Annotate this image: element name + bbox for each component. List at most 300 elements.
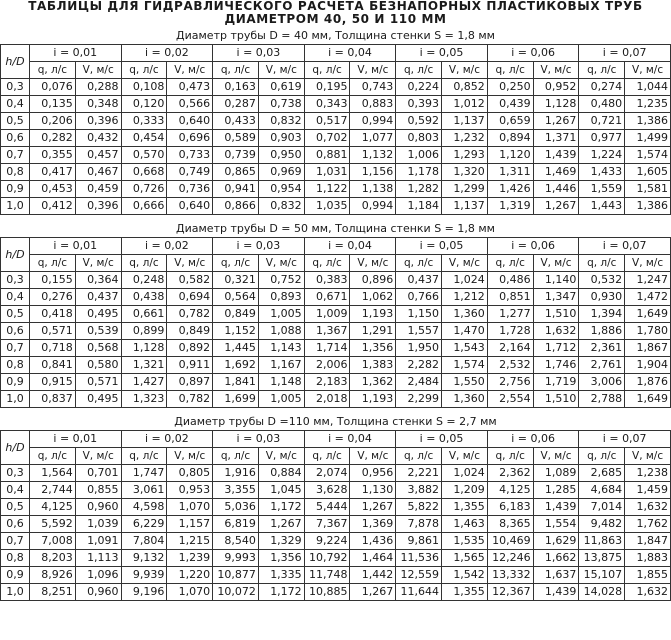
hd-value: 0,6 [1, 130, 30, 147]
hd-value: 0,8 [1, 550, 30, 567]
flow-value: 6,229 [121, 516, 167, 533]
flow-value: 3,061 [121, 482, 167, 499]
velocity-value: 1,637 [533, 567, 579, 584]
flow-value: 0,438 [121, 289, 167, 306]
flow-value: 2,362 [487, 465, 533, 482]
table-caption: Диаметр трубы D = 40 мм, Толщина стенки S = 1,8 мм [176, 29, 495, 42]
velocity-header: V, м/с [350, 255, 396, 272]
velocity-value: 0,696 [167, 130, 213, 147]
velocity-value: 1,369 [350, 516, 396, 533]
velocity-value: 1,113 [75, 550, 121, 567]
velocity-value: 1,565 [442, 550, 488, 567]
hd-value: 0,4 [1, 482, 30, 499]
table-row [1, 198, 671, 215]
velocity-value: 1,436 [350, 533, 396, 550]
flow-value: 2,183 [304, 374, 350, 391]
flow-value: 0,899 [121, 323, 167, 340]
flow-value: 0,915 [30, 374, 76, 391]
flow-value: 14,028 [579, 584, 625, 601]
velocity-value: 1,867 [625, 340, 671, 357]
velocity-value: 1,285 [533, 482, 579, 499]
velocity-header: V, м/с [167, 448, 213, 465]
hd-value: 0,3 [1, 272, 30, 289]
flow-value: 4,125 [30, 499, 76, 516]
flow-header: q, л/с [30, 448, 76, 465]
hd-header: h/D [1, 45, 30, 79]
flow-value: 0,564 [213, 289, 259, 306]
velocity-value: 1,024 [442, 465, 488, 482]
table-row [1, 550, 671, 567]
velocity-value: 1,876 [625, 374, 671, 391]
hd-value: 1,0 [1, 391, 30, 408]
velocity-value: 1,386 [625, 113, 671, 130]
flow-header: q, л/с [30, 62, 76, 79]
velocity-value: 1,138 [350, 181, 396, 198]
table-row [1, 96, 671, 113]
velocity-value: 1,143 [258, 340, 304, 357]
flow-header: q, л/с [213, 255, 259, 272]
velocity-value: 0,568 [75, 340, 121, 357]
velocity-value: 1,510 [533, 391, 579, 408]
velocity-value: 1,360 [442, 391, 488, 408]
flow-value: 1,152 [213, 323, 259, 340]
slope-header: i = 0,02 [121, 431, 213, 448]
velocity-value: 0,960 [75, 584, 121, 601]
velocity-value: 1,605 [625, 164, 671, 181]
velocity-value: 1,077 [350, 130, 396, 147]
velocity-value: 1,649 [625, 391, 671, 408]
table-row [1, 113, 671, 130]
flow-value: 6,819 [213, 516, 259, 533]
velocity-value: 0,953 [167, 482, 213, 499]
velocity-value: 0,437 [75, 289, 121, 306]
velocity-value: 1,459 [625, 482, 671, 499]
velocity-value: 1,045 [258, 482, 304, 499]
velocity-header: V, м/с [533, 255, 579, 272]
velocity-value: 0,752 [258, 272, 304, 289]
velocity-header: V, м/с [442, 255, 488, 272]
velocity-value: 1,780 [625, 323, 671, 340]
velocity-value: 1,386 [625, 198, 671, 215]
flow-value: 2,074 [304, 465, 350, 482]
velocity-value: 0,571 [75, 374, 121, 391]
velocity-value: 1,267 [258, 516, 304, 533]
velocity-header: V, м/с [258, 448, 304, 465]
slope-header: i = 0,04 [304, 431, 396, 448]
velocity-header: V, м/с [75, 448, 121, 465]
flow-value: 0,865 [213, 164, 259, 181]
velocity-value: 1,209 [442, 482, 488, 499]
flow-value: 0,383 [304, 272, 350, 289]
flow-value: 2,761 [579, 357, 625, 374]
flow-value: 1,564 [30, 465, 76, 482]
velocity-value: 1,293 [442, 147, 488, 164]
flow-value: 11,644 [396, 584, 442, 601]
flow-value: 1,277 [487, 306, 533, 323]
tables-container [0, 26, 671, 601]
flow-value: 0,881 [304, 147, 350, 164]
velocity-value: 0,640 [167, 198, 213, 215]
velocity-value: 1,662 [533, 550, 579, 567]
velocity-value: 1,356 [350, 340, 396, 357]
flow-value: 1,557 [396, 323, 442, 340]
flow-value: 8,251 [30, 584, 76, 601]
velocity-value: 0,582 [167, 272, 213, 289]
velocity-value: 1,629 [533, 533, 579, 550]
flow-value: 2,788 [579, 391, 625, 408]
header-row-slopes [1, 45, 671, 62]
flow-value: 1,394 [579, 306, 625, 323]
flow-value: 2,221 [396, 465, 442, 482]
flow-header: q, л/с [304, 62, 350, 79]
table-caption: Диаметр трубы D =110 мм, Толщина стенки S = 2,7 мм [174, 415, 497, 428]
velocity-header: V, м/с [75, 255, 121, 272]
flow-value: 15,107 [579, 567, 625, 584]
slope-header: i = 0,07 [579, 431, 671, 448]
velocity-value: 0,288 [75, 79, 121, 96]
header-row-units [1, 255, 671, 272]
velocity-value: 0,396 [75, 198, 121, 215]
velocity-value: 0,969 [258, 164, 304, 181]
flow-value: 0,282 [30, 130, 76, 147]
velocity-value: 1,137 [442, 198, 488, 215]
velocity-value: 0,701 [75, 465, 121, 482]
flow-value: 0,866 [213, 198, 259, 215]
velocity-value: 0,832 [258, 198, 304, 215]
velocity-value: 0,459 [75, 181, 121, 198]
velocity-value: 0,749 [167, 164, 213, 181]
flow-value: 0,837 [30, 391, 76, 408]
flow-header: q, л/с [121, 62, 167, 79]
table-row [1, 516, 671, 533]
velocity-value: 1,329 [258, 533, 304, 550]
flow-value: 1,321 [121, 357, 167, 374]
table-row [1, 130, 671, 147]
table-row [1, 465, 671, 482]
flow-value: 7,804 [121, 533, 167, 550]
velocity-value: 0,897 [167, 374, 213, 391]
flow-value: 1,559 [579, 181, 625, 198]
flow-value: 1,714 [304, 340, 350, 357]
table-row [1, 482, 671, 499]
flow-value: 10,792 [304, 550, 350, 567]
velocity-value: 0,733 [167, 147, 213, 164]
velocity-value: 0,743 [350, 79, 396, 96]
flow-value: 0,454 [121, 130, 167, 147]
velocity-header: V, м/с [258, 255, 304, 272]
velocity-value: 1,499 [625, 130, 671, 147]
header-row-units [1, 62, 671, 79]
hd-value: 0,6 [1, 323, 30, 340]
velocity-value: 1,212 [442, 289, 488, 306]
hd-value: 0,9 [1, 374, 30, 391]
velocity-value: 1,632 [625, 584, 671, 601]
slope-header: i = 0,03 [213, 431, 305, 448]
velocity-value: 1,446 [533, 181, 579, 198]
flow-value: 0,195 [304, 79, 350, 96]
flow-value: 1,427 [121, 374, 167, 391]
velocity-value: 1,510 [533, 306, 579, 323]
velocity-value: 0,805 [167, 465, 213, 482]
velocity-value: 0,884 [258, 465, 304, 482]
flow-value: 8,540 [213, 533, 259, 550]
flow-value: 1,122 [304, 181, 350, 198]
velocity-value: 1,632 [533, 323, 579, 340]
hd-value: 0,3 [1, 79, 30, 96]
flow-header: q, л/с [213, 448, 259, 465]
table-row [1, 272, 671, 289]
velocity-value: 0,994 [350, 113, 396, 130]
header-row-slopes [1, 238, 671, 255]
velocity-value: 0,348 [75, 96, 121, 113]
hd-value: 1,0 [1, 584, 30, 601]
flow-value: 7,878 [396, 516, 442, 533]
flow-value: 11,536 [396, 550, 442, 567]
flow-value: 9,196 [121, 584, 167, 601]
flow-header: q, л/с [304, 255, 350, 272]
flow-value: 2,164 [487, 340, 533, 357]
flow-value: 2,018 [304, 391, 350, 408]
velocity-value: 1,762 [625, 516, 671, 533]
flow-value: 3,882 [396, 482, 442, 499]
flow-value: 2,006 [304, 357, 350, 374]
velocity-value: 0,832 [258, 113, 304, 130]
slope-header: i = 0,04 [304, 45, 396, 62]
flow-value: 1,916 [213, 465, 259, 482]
flow-value: 0,668 [121, 164, 167, 181]
flow-header: q, л/с [487, 448, 533, 465]
flow-value: 7,008 [30, 533, 76, 550]
flow-value: 0,433 [213, 113, 259, 130]
table-row [1, 289, 671, 306]
velocity-value: 1,847 [625, 533, 671, 550]
velocity-value: 1,238 [625, 465, 671, 482]
flow-value: 0,589 [213, 130, 259, 147]
table-row [1, 499, 671, 516]
flow-value: 1,323 [121, 391, 167, 408]
flow-header: q, л/с [304, 448, 350, 465]
flow-value: 0,453 [30, 181, 76, 198]
velocity-value: 1,232 [442, 130, 488, 147]
velocity-value: 1,355 [442, 584, 488, 601]
flow-value: 0,274 [579, 79, 625, 96]
flow-value: 0,355 [30, 147, 76, 164]
flow-value: 10,885 [304, 584, 350, 601]
velocity-value: 0,956 [350, 465, 396, 482]
flow-value: 1,224 [579, 147, 625, 164]
velocity-header: V, м/с [167, 255, 213, 272]
flow-value: 5,592 [30, 516, 76, 533]
slope-header: i = 0,07 [579, 45, 671, 62]
table-row [1, 567, 671, 584]
velocity-value: 1,220 [167, 567, 213, 584]
flow-value: 1,950 [396, 340, 442, 357]
velocity-value: 1,855 [625, 567, 671, 584]
flow-value: 1,841 [213, 374, 259, 391]
flow-value: 0,532 [579, 272, 625, 289]
flow-header: q, л/с [396, 448, 442, 465]
flow-header: q, л/с [487, 255, 533, 272]
velocity-value: 1,137 [442, 113, 488, 130]
hd-value: 0,5 [1, 306, 30, 323]
velocity-value: 0,892 [167, 340, 213, 357]
slope-header: i = 0,05 [396, 431, 488, 448]
flow-value: 1,128 [121, 340, 167, 357]
hd-value: 0,7 [1, 533, 30, 550]
flow-value: 1,031 [304, 164, 350, 181]
hd-value: 0,9 [1, 181, 30, 198]
flow-header: q, л/с [579, 255, 625, 272]
slope-header: i = 0,06 [487, 45, 579, 62]
velocity-value: 1,070 [167, 584, 213, 601]
title-line-2: ДИАМЕТРОМ 40, 50 И 110 ММ [224, 12, 447, 26]
hd-header: h/D [1, 238, 30, 272]
velocity-value: 1,439 [533, 147, 579, 164]
flow-value: 0,417 [30, 164, 76, 181]
flow-value: 9,132 [121, 550, 167, 567]
flow-value: 0,486 [487, 272, 533, 289]
hd-value: 0,3 [1, 465, 30, 482]
table-row [1, 323, 671, 340]
flow-value: 0,517 [304, 113, 350, 130]
velocity-value: 1,172 [258, 584, 304, 601]
velocity-header: V, м/с [350, 62, 396, 79]
flow-value: 1,692 [213, 357, 259, 374]
velocity-value: 1,469 [533, 164, 579, 181]
velocity-value: 0,473 [167, 79, 213, 96]
document-title [0, 0, 671, 26]
velocity-value: 1,299 [442, 181, 488, 198]
hd-value: 0,7 [1, 340, 30, 357]
velocity-value: 0,849 [167, 323, 213, 340]
velocity-value: 1,535 [442, 533, 488, 550]
velocity-value: 1,005 [258, 391, 304, 408]
flow-value: 12,246 [487, 550, 533, 567]
velocity-value: 1,712 [533, 340, 579, 357]
flow-value: 1,184 [396, 198, 442, 215]
hd-value: 0,8 [1, 357, 30, 374]
velocity-header: V, м/с [442, 448, 488, 465]
flow-value: 5,822 [396, 499, 442, 516]
velocity-value: 0,467 [75, 164, 121, 181]
velocity-header: V, м/с [167, 62, 213, 79]
flow-value: 0,592 [396, 113, 442, 130]
flow-value: 8,926 [30, 567, 76, 584]
flow-value: 0,120 [121, 96, 167, 113]
velocity-header: V, м/с [625, 62, 671, 79]
flow-value: 9,993 [213, 550, 259, 567]
flow-value: 2,484 [396, 374, 442, 391]
flow-value: 3,355 [213, 482, 259, 499]
velocity-value: 1,371 [533, 130, 579, 147]
velocity-value: 0,495 [75, 391, 121, 408]
velocity-value: 1,267 [533, 113, 579, 130]
velocity-value: 1,070 [167, 499, 213, 516]
table-row [1, 340, 671, 357]
velocity-value: 0,640 [167, 113, 213, 130]
velocity-value: 1,130 [350, 482, 396, 499]
velocity-header: V, м/с [625, 448, 671, 465]
flow-value: 5,444 [304, 499, 350, 516]
velocity-value: 0,495 [75, 306, 121, 323]
flow-value: 0,163 [213, 79, 259, 96]
flow-value: 12,367 [487, 584, 533, 601]
velocity-value: 0,911 [167, 357, 213, 374]
header-row-slopes [1, 431, 671, 448]
velocity-value: 1,062 [350, 289, 396, 306]
flow-header: q, л/с [30, 255, 76, 272]
velocity-value: 0,736 [167, 181, 213, 198]
velocity-value: 1,347 [533, 289, 579, 306]
flow-value: 0,155 [30, 272, 76, 289]
velocity-value: 0,738 [258, 96, 304, 113]
flow-value: 0,726 [121, 181, 167, 198]
velocity-value: 1,088 [258, 323, 304, 340]
flow-header: q, л/с [396, 62, 442, 79]
velocity-value: 0,432 [75, 130, 121, 147]
flow-value: 13,332 [487, 567, 533, 584]
flow-value: 1,699 [213, 391, 259, 408]
flow-value: 0,930 [579, 289, 625, 306]
velocity-value: 0,855 [75, 482, 121, 499]
flow-value: 11,863 [579, 533, 625, 550]
flow-value: 1,443 [579, 198, 625, 215]
flow-value: 12,559 [396, 567, 442, 584]
flow-value: 1,728 [487, 323, 533, 340]
velocity-header: V, м/с [533, 448, 579, 465]
flow-value: 8,203 [30, 550, 76, 567]
hd-value: 1,0 [1, 198, 30, 215]
velocity-value: 1,362 [350, 374, 396, 391]
velocity-value: 1,005 [258, 306, 304, 323]
velocity-value: 1,156 [350, 164, 396, 181]
flow-value: 2,299 [396, 391, 442, 408]
velocity-value: 0,994 [350, 198, 396, 215]
flow-value: 0,671 [304, 289, 350, 306]
velocity-value: 1,550 [442, 374, 488, 391]
slope-header: i = 0,04 [304, 238, 396, 255]
velocity-value: 1,355 [442, 499, 488, 516]
flow-value: 0,321 [213, 272, 259, 289]
flow-value: 0,702 [304, 130, 350, 147]
title-line-1: ТАБЛИЦЫ ДЛЯ ГИДРАВЛИЧЕСКОГО РАСЧЕТА БЕЗНАПОРНЫХ ПЛАСТИКОВЫХ ТРУБ [28, 0, 643, 13]
velocity-value: 1,132 [350, 147, 396, 164]
flow-value: 0,571 [30, 323, 76, 340]
velocity-value: 0,396 [75, 113, 121, 130]
velocity-value: 1,543 [442, 340, 488, 357]
velocity-value: 1,267 [533, 198, 579, 215]
flow-value: 0,803 [396, 130, 442, 147]
velocity-value: 1,193 [350, 391, 396, 408]
slope-header: i = 0,01 [30, 45, 122, 62]
velocity-value: 1,157 [167, 516, 213, 533]
velocity-value: 1,320 [442, 164, 488, 181]
velocity-value: 1,464 [350, 550, 396, 567]
flow-value: 3,006 [579, 374, 625, 391]
flow-value: 6,183 [487, 499, 533, 516]
velocity-value: 0,960 [75, 499, 121, 516]
slope-header: i = 0,06 [487, 431, 579, 448]
velocity-value: 1,215 [167, 533, 213, 550]
flow-value: 3,628 [304, 482, 350, 499]
flow-value: 0,739 [213, 147, 259, 164]
flow-value: 9,224 [304, 533, 350, 550]
table-caption: Диаметр трубы D = 50 мм, Толщина стенки S = 1,8 мм [176, 222, 495, 235]
flow-value: 2,554 [487, 391, 533, 408]
flow-value: 0,894 [487, 130, 533, 147]
velocity-value: 1,360 [442, 306, 488, 323]
slope-header: i = 0,02 [121, 238, 213, 255]
